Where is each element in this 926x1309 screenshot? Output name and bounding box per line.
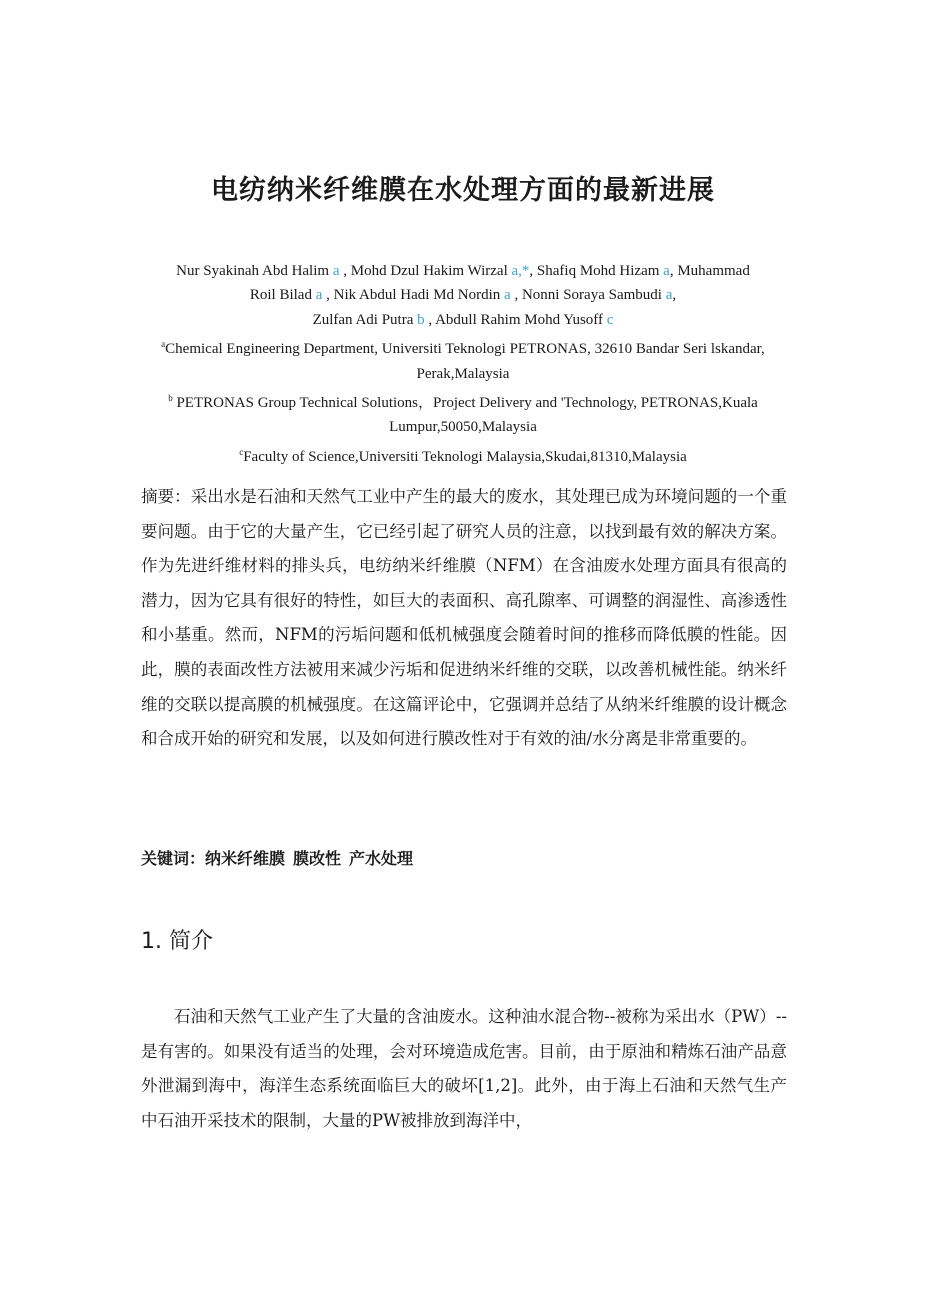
author-name: Abdull Rahim Mohd Yusoff bbox=[435, 311, 604, 328]
author-affiliation-ref[interactable]: a bbox=[315, 287, 323, 304]
author-name: Roil Bilad bbox=[249, 287, 312, 304]
paper-title: 电纺纳米纤维膜在水处理方面的最新进展 bbox=[211, 175, 715, 206]
affiliation-text: PETRONAS Group Technical Solutions，Project Delivery and 'Technology, PETRONAS,Kuala Lumpur,50050,Malaysia bbox=[176, 395, 758, 436]
affiliation-mark: c bbox=[239, 446, 244, 457]
author-affiliation-ref[interactable]: a bbox=[504, 287, 511, 304]
affiliation-mark: a bbox=[161, 339, 166, 350]
affiliation-b bbox=[130, 386, 796, 440]
affiliation-mark: b bbox=[168, 393, 173, 404]
affiliation-c bbox=[130, 440, 796, 469]
keyword: 膜改性 bbox=[293, 849, 342, 868]
author-name: Nonni Soraya Sambudi bbox=[521, 287, 662, 304]
author-name: Mohd Dzul Hakim Wirzal bbox=[350, 263, 508, 279]
keyword: 产水处理 bbox=[349, 849, 414, 868]
author-affiliation-ref[interactable]: a bbox=[663, 263, 670, 279]
author-affiliation-ref[interactable]: b bbox=[417, 311, 425, 328]
author-affiliation-ref[interactable]: a bbox=[332, 263, 340, 279]
author-line-3: Zulfan Adi Putra b , Abdull Rahim Mohd Yusoff c bbox=[312, 311, 614, 328]
author-name: Shafiq Mohd Hizam bbox=[536, 263, 660, 279]
author-name: Muhammad bbox=[677, 263, 750, 279]
author-line-1: Nur Syakinah Abd Halim a , Mohd Dzul Hakim Wirzal a,*, Shafiq Mohd Hizam a, Muhammad bbox=[176, 263, 750, 279]
author-block bbox=[130, 259, 796, 469]
keywords bbox=[141, 846, 787, 869]
section-heading: 1. 简介 bbox=[141, 929, 213, 954]
author-name: Nur Syakinah Abd Halim bbox=[176, 263, 330, 279]
author-affiliation-ref[interactable]: a,* bbox=[511, 263, 530, 279]
keywords-label: 关键词： bbox=[141, 849, 206, 868]
intro-paragraph: 石油和天然气工业产生了大量的含油废水。这种油水混合物--被称为采出水（PW）--是有害的。如果没有适当的处理，会对环境造成危害。目前，由于原油和精炼石油产品意外泄漏到海中，海洋生态系统面临巨大的破坏[1,2]。此外，由于海上石油和天然气生产中石油开采技术的限制，大量的PW被排放到海洋中， bbox=[141, 1007, 787, 1130]
affiliation-text: Chemical Engineering Department, Universiti Teknologi PETRONAS, 32610 Bandar Seri lskandar, Perak,Malaysia bbox=[165, 341, 765, 382]
keyword: 纳米纤维膜 bbox=[205, 849, 286, 868]
author-name: Nik Abdul Hadi Md Nordin bbox=[333, 287, 501, 304]
author-line-2: Roil Bilad a , Nik Abdul Hadi Md Nordin a , Nonni Soraya Sambudi a, bbox=[249, 287, 677, 304]
affiliation-a bbox=[130, 332, 796, 386]
author-affiliation-ref[interactable]: a bbox=[665, 287, 673, 304]
abstract: 摘要：采出水是石油和天然气工业中产生的最大的废水，其处理已成为环境问题的一个重要问题。由于它的大量产生，它已经引起了研究人员的注意，以找到最有效的解决方案。作为先进纤维材料的排头兵，电纺纳米纤维膜（NFM）在含油废水处理方面具有很高的潜力，因为它具有很好的特性，如巨大的表面积、高孔隙率、可调整的润湿性、高渗透性和小基重。然而，NFM的污垢问题和低机械强度会随着时间的推移而降低膜的性能。因此，膜的表面改性方法被用来减少污垢和促进纳米纤维的交联，以改善机械性能。纳米纤维的交联以提高膜的机械强度。在这篇评论中，它强调并总结了从纳米纤维膜的设计概念和合成开始的研究和发展，以及如何进行膜改性对于有效的油/水分离是非常重要的。 bbox=[141, 487, 787, 749]
affiliation-text: Faculty of Science,Universiti Teknologi Malaysia,Skudai,81310,Malaysia bbox=[243, 448, 687, 465]
author-name: Zulfan Adi Putra bbox=[312, 311, 414, 328]
author-affiliation-ref[interactable]: c bbox=[606, 311, 614, 328]
